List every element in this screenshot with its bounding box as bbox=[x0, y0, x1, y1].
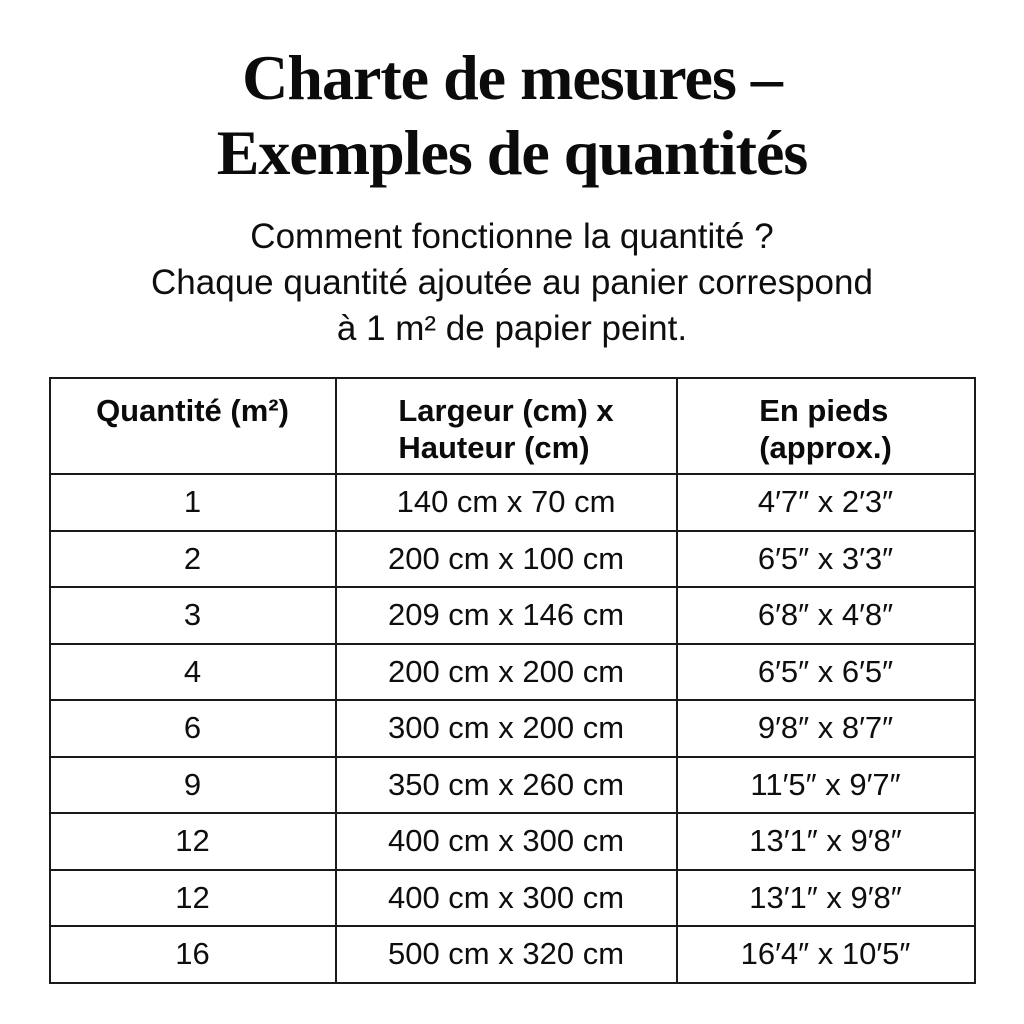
page-title bbox=[0, 0, 1024, 190]
cell-quantity: 6 bbox=[50, 700, 336, 757]
subtitle bbox=[0, 214, 1024, 352]
cell-dimensions-feet: 13′1″ x 9′8″ bbox=[677, 813, 975, 870]
cell-dimensions-feet: 16′4″ x 10′5″ bbox=[677, 926, 975, 983]
cell-quantity: 12 bbox=[50, 813, 336, 870]
col-header-feet bbox=[677, 378, 975, 474]
subtitle-line-3: à 1 m² de papier peint. bbox=[336, 309, 688, 348]
cell-quantity: 4 bbox=[50, 644, 336, 701]
table-row bbox=[50, 757, 975, 814]
cell-dimensions-cm: 350 cm x 260 cm bbox=[336, 757, 677, 814]
table-row bbox=[50, 813, 975, 870]
col-header-feet-approx-label: (approx.) bbox=[759, 430, 892, 465]
cell-quantity: 3 bbox=[50, 587, 336, 644]
col-header-width-height-cm bbox=[336, 378, 677, 474]
cell-dimensions-cm: 500 cm x 320 cm bbox=[336, 926, 677, 983]
subtitle-line-1: Comment fonctionne la quantité ? bbox=[250, 217, 774, 256]
cell-dimensions-feet: 6′8″ x 4′8″ bbox=[677, 587, 975, 644]
cell-dimensions-feet: 6′5″ x 3′3″ bbox=[677, 531, 975, 588]
table-row bbox=[50, 870, 975, 927]
cell-dimensions-feet: 11′5″ x 9′7″ bbox=[677, 757, 975, 814]
cell-quantity: 2 bbox=[50, 531, 336, 588]
table-body bbox=[50, 474, 975, 983]
col-header-quantity bbox=[50, 378, 336, 474]
cell-dimensions-cm: 400 cm x 300 cm bbox=[336, 813, 677, 870]
col-header-height-label: Hauteur (cm) bbox=[398, 430, 590, 465]
subtitle-line-2: Chaque quantité ajoutée au panier correspond bbox=[151, 263, 873, 302]
col-header-width-label: Largeur (cm) x bbox=[398, 393, 614, 428]
table-row bbox=[50, 700, 975, 757]
cell-dimensions-cm: 140 cm x 70 cm bbox=[336, 474, 677, 531]
cell-quantity: 9 bbox=[50, 757, 336, 814]
table-row bbox=[50, 644, 975, 701]
cell-dimensions-feet: 9′8″ x 8′7″ bbox=[677, 700, 975, 757]
cell-dimensions-cm: 200 cm x 100 cm bbox=[336, 531, 677, 588]
col-header-feet-label: En pieds bbox=[759, 393, 889, 428]
page-title-line-2: Exemples de quantités bbox=[216, 117, 808, 188]
page-title-line-1: Charte de mesures – bbox=[242, 42, 782, 113]
cell-dimensions-feet: 6′5″ x 6′5″ bbox=[677, 644, 975, 701]
table-row bbox=[50, 587, 975, 644]
cell-dimensions-cm: 209 cm x 146 cm bbox=[336, 587, 677, 644]
table-row bbox=[50, 531, 975, 588]
table-row bbox=[50, 474, 975, 531]
cell-quantity: 12 bbox=[50, 870, 336, 927]
table-header-row bbox=[50, 378, 975, 474]
measurement-table bbox=[49, 377, 976, 984]
cell-quantity: 16 bbox=[50, 926, 336, 983]
cell-dimensions-cm: 400 cm x 300 cm bbox=[336, 870, 677, 927]
col-header-quantity-label: Quantité (m²) bbox=[96, 393, 289, 428]
cell-quantity: 1 bbox=[50, 474, 336, 531]
cell-dimensions-feet: 4′7″ x 2′3″ bbox=[677, 474, 975, 531]
cell-dimensions-feet: 13′1″ x 9′8″ bbox=[677, 870, 975, 927]
table-row bbox=[50, 926, 975, 983]
table-header bbox=[50, 378, 975, 474]
cell-dimensions-cm: 200 cm x 200 cm bbox=[336, 644, 677, 701]
cell-dimensions-cm: 300 cm x 200 cm bbox=[336, 700, 677, 757]
